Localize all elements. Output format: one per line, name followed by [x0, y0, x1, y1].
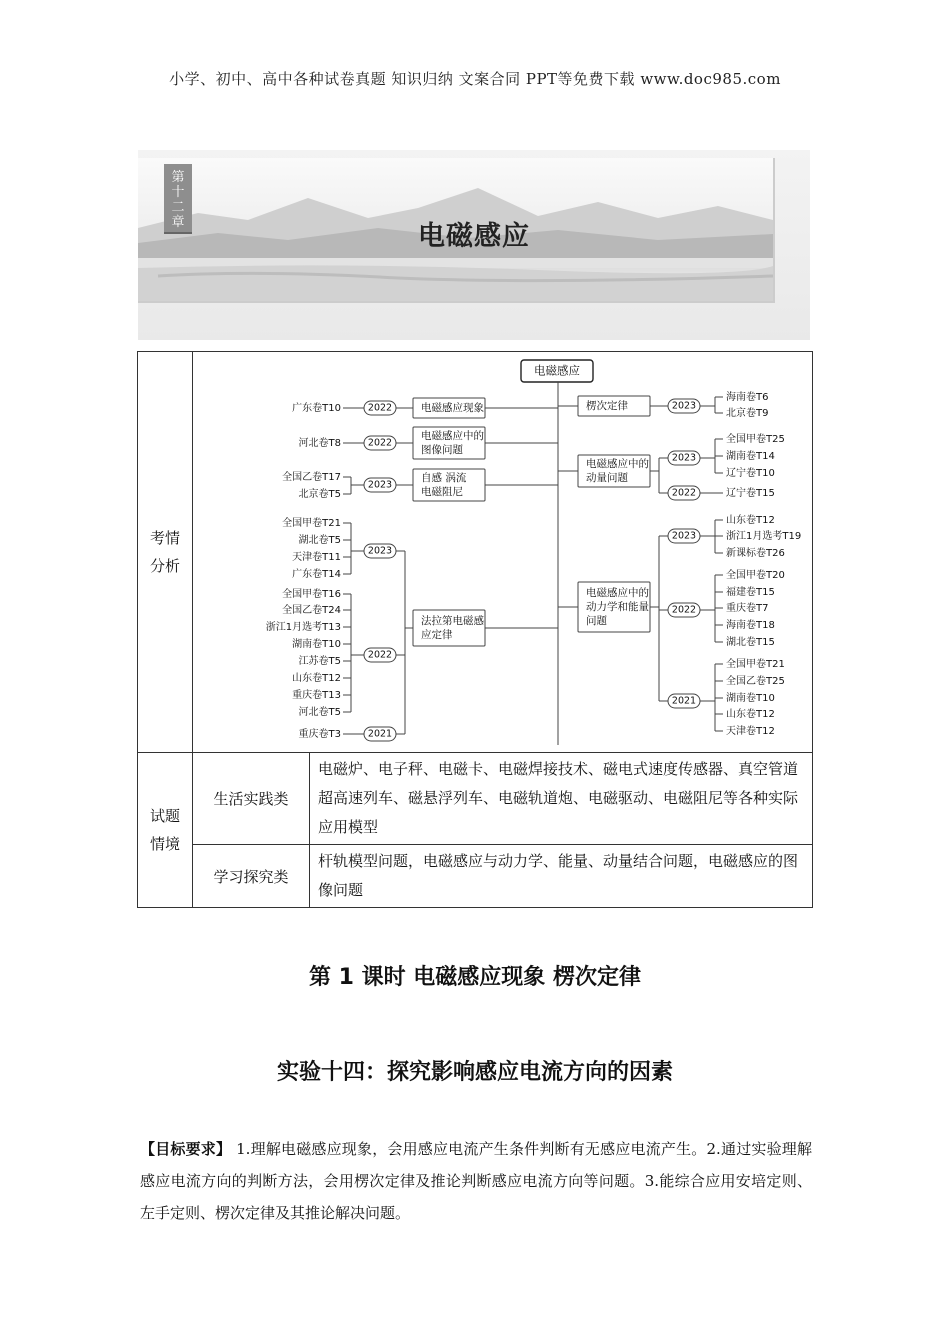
exam-source: 新课标卷T26: [726, 548, 785, 559]
exam-source: 天津卷T11: [292, 552, 341, 563]
goal-text: 1.理解电磁感应现象，会用感应电流产生条件判断有无感应电流产生。2.通过实验理解感应电流方向的判断方法，会用楞次定律及推论判断感应电流方向等问题。3.能综合应用安培定则、左手定则、楞次定律及其推论解决问题。: [140, 1140, 812, 1222]
exam-source: 全国甲卷T25: [726, 434, 785, 445]
chapter-tag-char: 第: [171, 170, 185, 185]
exam-source: 广东卷T10: [292, 403, 341, 414]
chapter-tag-char: 二: [171, 200, 185, 215]
exam-source: 海南卷T6: [726, 392, 769, 403]
left-topic-label: 法拉第电磁感: [421, 615, 484, 627]
year-label: 2023: [367, 545, 393, 557]
exam-source: 辽宁卷T10: [726, 468, 775, 479]
right-topic-label: 问题: [586, 615, 607, 627]
mindmap-cell: [193, 352, 813, 753]
exam-source: 重庆卷T13: [292, 690, 341, 701]
goal-requirements: [140, 1133, 812, 1229]
exam-source: 辽宁卷T15: [726, 488, 775, 499]
exam-source: 山东卷T12: [292, 673, 341, 684]
exam-source: 重庆卷T3: [298, 729, 341, 740]
left-topic-label: 图像问题: [421, 444, 463, 456]
knowledge-mindmap: [193, 352, 815, 752]
exam-source: 重庆卷T7: [726, 603, 769, 614]
year-label: 2022: [367, 649, 393, 661]
category-learning-inquiry: 学习探究类: [193, 845, 310, 908]
chapter-title: 电磁感应: [418, 221, 530, 252]
year-label: 2021: [367, 728, 393, 740]
exam-source: 山东卷T12: [726, 515, 775, 526]
exam-source: 全国甲卷T21: [282, 518, 341, 529]
right-topic-label: 楞次定律: [586, 400, 628, 412]
content-life-practice: 电磁炉、电子秤、电磁卡、电磁焊接技术、磁电式速度传感器、真空管道超高速列车、磁悬浮列车、电磁轨道炮、电磁驱动、电磁阻尼等各种实际应用模型: [310, 753, 813, 845]
exam-source: 浙江1月选考T19: [726, 531, 802, 542]
chapter-tag-char: 十: [171, 185, 185, 200]
exam-source: 河北卷T5: [298, 707, 341, 718]
exam-source: 全国甲卷T16: [282, 589, 341, 600]
analysis-table: [137, 351, 813, 908]
exam-source: 湖北卷T5: [298, 535, 341, 546]
chapter-tag-char: 章: [171, 215, 185, 230]
row-label-exam-analysis: [138, 352, 193, 753]
right-topic-label: 电磁感应中的: [586, 458, 649, 470]
year-label: 2022: [671, 487, 697, 499]
left-topic-label: 电磁感应中的: [421, 430, 484, 442]
left-topic-label: 电磁感应现象: [421, 402, 484, 414]
exam-source: 浙江1月选考T13: [265, 622, 341, 633]
content-learning-inquiry: 杆轨模型问题，电磁感应与动力学、能量、动量结合问题，电磁感应的图像问题: [310, 845, 813, 908]
exam-source: 全国乙卷T17: [282, 472, 341, 483]
left-topic-label: 应定律: [421, 629, 453, 641]
category-life-practice: 生活实践类: [193, 753, 310, 845]
exam-source: 全国乙卷T24: [282, 605, 341, 616]
year-label: 2023: [367, 479, 393, 491]
goal-label: 【目标要求】: [140, 1140, 232, 1158]
year-label: 2023: [671, 400, 697, 412]
exam-source: 海南卷T18: [726, 620, 775, 631]
exam-source: 湖北卷T15: [726, 637, 775, 648]
exam-source: 天津卷T12: [726, 726, 775, 737]
right-topic-label: 动力学和能量: [586, 601, 649, 613]
exam-source: 湖南卷T10: [726, 693, 775, 704]
exam-source: 全国乙卷T25: [726, 676, 785, 687]
year-label: 2023: [671, 452, 697, 464]
left-topic-label: 自感 涡流: [421, 472, 467, 484]
exam-source: 山东卷T12: [726, 709, 775, 720]
right-topic-label: 电磁感应中的: [586, 587, 649, 599]
year-label: 2021: [671, 695, 697, 707]
exam-source: 河北卷T8: [298, 438, 341, 449]
root-label: 电磁感应: [534, 363, 580, 378]
row-label-scenario: [138, 753, 193, 908]
exam-source: 广东卷T14: [292, 569, 341, 580]
lesson-title: 第 1 课时 电磁感应现象 楞次定律: [309, 965, 641, 990]
label-line: 试题: [149, 807, 180, 825]
left-topic-label: 电磁阻尼: [421, 486, 463, 498]
year-label: 2022: [367, 437, 393, 449]
exam-source: 全国甲卷T20: [726, 570, 785, 581]
experiment-title: 实验十四：探究影响感应电流方向的因素: [276, 1060, 673, 1085]
right-topic-label: 动量问题: [586, 472, 628, 484]
page-header: 小学、初中、高中各种试卷真题 知识归纳 文案合同 PPT等免费下载 www.doc985.com: [169, 70, 781, 88]
exam-source: 北京卷T5: [298, 489, 341, 500]
exam-source: 湖南卷T10: [292, 639, 341, 650]
year-label: 2022: [367, 402, 393, 414]
exam-source: 福建卷T15: [726, 587, 775, 598]
label-line: 情境: [149, 835, 180, 853]
exam-source: 全国甲卷T21: [726, 659, 785, 670]
exam-source: 湖南卷T14: [726, 451, 775, 462]
exam-source: 江苏卷T5: [298, 656, 341, 667]
label-line: 分析: [149, 557, 180, 575]
label-line: 考情: [149, 529, 180, 547]
year-label: 2022: [671, 604, 697, 616]
chapter-banner: [138, 150, 810, 340]
year-label: 2023: [671, 530, 697, 542]
exam-source: 北京卷T9: [726, 408, 769, 419]
